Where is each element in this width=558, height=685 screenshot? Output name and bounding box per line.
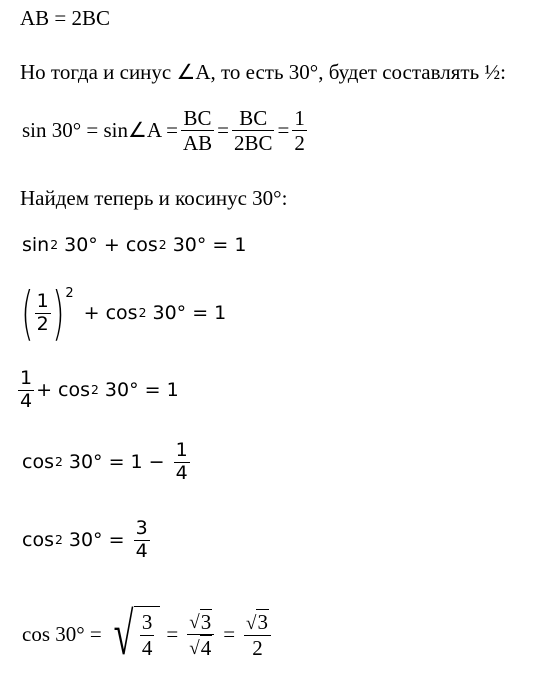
radicand: 3 — [257, 610, 268, 635]
equation-middle: + cos — [83, 302, 138, 324]
equation-half-squared: ( $\frac{1}{2}$ ) 2 + cos 2 30° = 1 — [21, 279, 227, 347]
fraction-denominator: 4 — [175, 461, 188, 484]
right-paren: ) — [51, 279, 65, 347]
cos30-lhs: cos 30° = — [22, 622, 107, 646]
sin-text: sin — [22, 234, 50, 256]
equation-sin30 — [22, 106, 310, 155]
fraction-root3-root4 — [187, 609, 214, 660]
fraction-numerator: BC — [183, 106, 212, 130]
line-ab-2bc: AB = 2BC — [20, 6, 111, 30]
fraction-bc-ab — [181, 106, 214, 155]
radical-body — [134, 606, 161, 663]
equals-sign: = — [217, 118, 229, 143]
left-paren: ( — [21, 279, 34, 347]
line-sine-explanation: Но тогда и синус ∠A, то есть 30°, будет составлять ½: — [20, 60, 506, 84]
fraction-numerator — [187, 609, 214, 634]
fraction-root3-over-2 — [244, 609, 271, 659]
equation-cos30-result — [22, 601, 274, 667]
equation-quarter-plus-cos: $\frac{1}{4}$ + cos 2 30° = 1 — [20, 367, 179, 412]
equation-pythagorean-identity: sin 2 30° + cos 2 30° = 1 — [22, 234, 247, 256]
fraction-numerator: BC — [239, 106, 268, 130]
equation-rhs: 30° = 1 — [98, 379, 179, 402]
equation-rhs: 30° = 1 — [166, 234, 247, 256]
fraction-bc-2bc — [232, 106, 275, 155]
radical-sign: √ — [189, 612, 200, 634]
fraction-numerator: 1 — [175, 439, 188, 461]
equals-sign: = — [277, 118, 290, 143]
fraction-one-quarter — [18, 368, 34, 413]
radical-sign: √ — [189, 638, 200, 660]
line-find-cosine: Найдем теперь и косинус 30°: — [20, 186, 288, 210]
fraction-denominator: 4 — [20, 389, 33, 412]
fraction-one-quarter — [174, 440, 190, 485]
fraction-denominator: 2 — [294, 131, 305, 156]
sin-equation-lhs: sin 30° = sin∠A = — [22, 118, 178, 143]
fraction-numerator: 1 — [36, 289, 49, 312]
cos-text: cos — [125, 234, 158, 256]
radical-sign: √ — [113, 601, 134, 667]
radicand: 3 — [200, 609, 212, 634]
equation-cos-squared-value: cos 2 30° = $\frac{3}{4}$ — [22, 517, 148, 562]
equals-sign: = — [166, 622, 179, 646]
fraction-numerator: 1 — [294, 106, 305, 130]
equation-cos-squared-difference: cos 2 30° = 1 − $\frac{1}{4}$ — [22, 439, 188, 484]
radicand: 4 — [200, 636, 212, 660]
equation-middle: 30° = 1 − — [62, 451, 171, 474]
fraction-denominator: 4 — [141, 635, 153, 660]
equation-rhs: 30° = 1 — [146, 302, 227, 324]
fraction-denominator: AB — [182, 131, 213, 156]
fraction-numerator: 1 — [20, 367, 33, 389]
fraction-three-quarters — [140, 610, 155, 659]
fraction-one-half — [292, 106, 307, 155]
equation-middle: + cos — [36, 379, 91, 402]
square-root-fraction — [107, 601, 160, 667]
equation-middle: 30° + — [58, 234, 126, 256]
cos-text: cos — [22, 451, 54, 474]
fraction-denominator: 2 — [252, 635, 263, 660]
fraction-numerator — [244, 609, 271, 634]
exponent: 2 — [65, 286, 74, 301]
radical-sign: √ — [246, 612, 257, 634]
fraction-denominator: 2BC — [233, 131, 273, 156]
equals-sign: = — [223, 622, 236, 646]
fraction-denominator: 2 — [36, 312, 49, 335]
fraction-numerator: 3 — [135, 517, 148, 539]
fraction-one-half — [35, 291, 51, 336]
fraction-three-quarters — [134, 518, 150, 563]
fraction-numerator: 3 — [141, 610, 153, 635]
cos-text: cos — [22, 529, 54, 552]
fraction-denominator — [187, 635, 214, 660]
fraction-denominator: 4 — [135, 539, 148, 562]
equation-middle: 30° = — [62, 529, 131, 552]
